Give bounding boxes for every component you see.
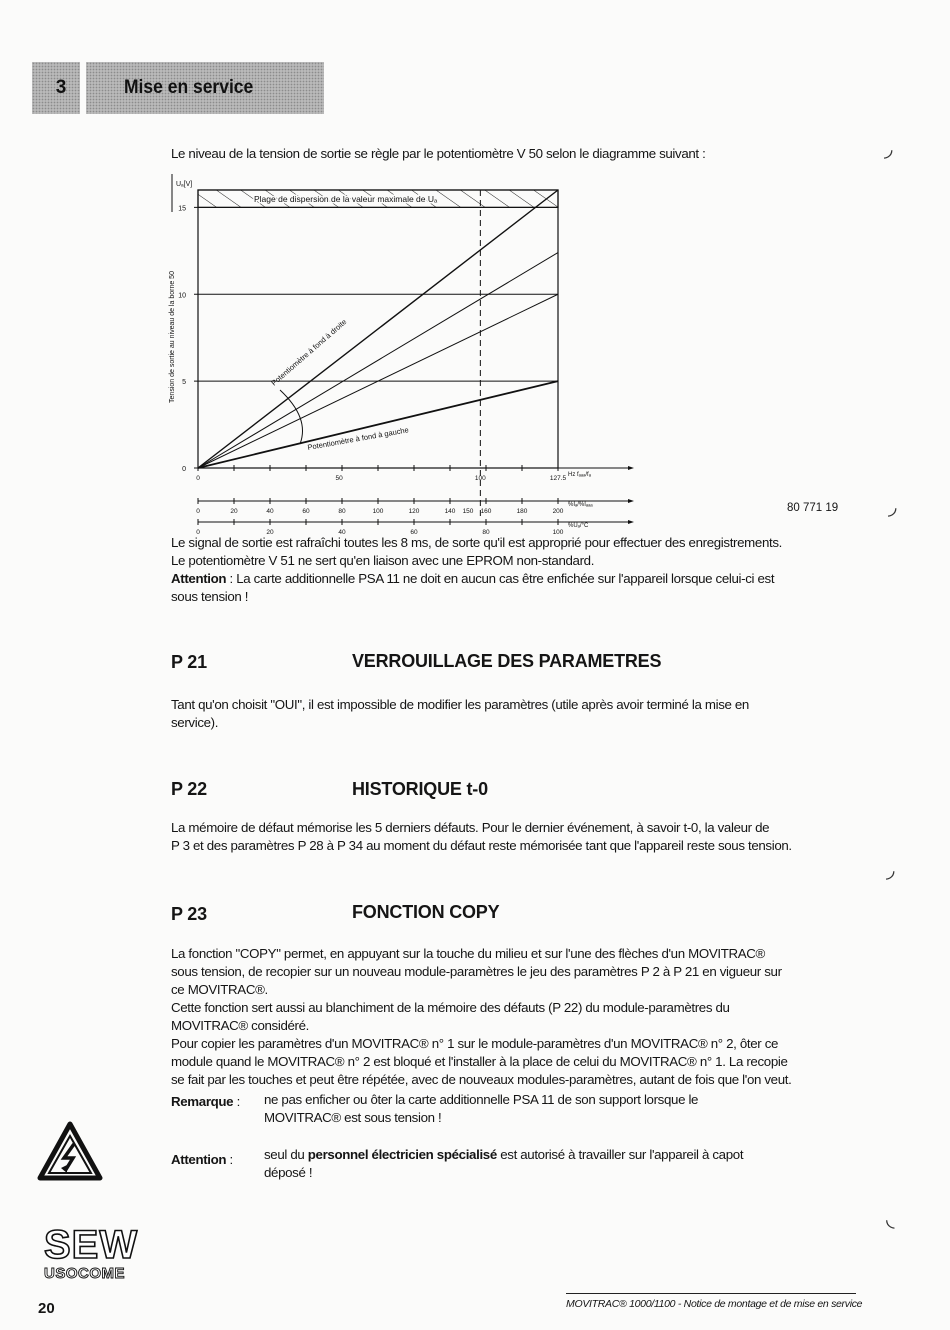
x-tick-label: 80: [338, 508, 346, 515]
footer-text: MOVITRAC® 1000/1100 - Notice de montage et de mise en service: [566, 1298, 863, 1310]
x-tick-label: 20: [266, 529, 274, 536]
series-label-left: Potentiomètre à fond à gauche: [306, 425, 410, 452]
section-p22-code: P 22: [171, 779, 207, 799]
section-p23-line: module quand le MOVITRAC® n° 2 est bloqué et l'installer à la place de celui du MOVITRAC® n° 1. La recopie: [171, 1054, 788, 1069]
x-tick-label: 140: [444, 508, 456, 515]
y-tick-label: 15: [178, 205, 186, 213]
x-tick-label: 127.5: [549, 475, 567, 482]
y-unit: Uₐ[V]: [176, 181, 193, 188]
section-p23-title: FONCTION COPY: [352, 902, 500, 922]
section-p23-line: Pour copier les paramètres d'un MOVITRAC® n° 1 sur le module-paramètres d'un MOVITRAC® n° 2, ôter ce: [171, 1036, 779, 1051]
x-tick-label: 100: [474, 475, 486, 482]
section-p23-line: La fonction "COPY" permet, en appuyant sur la touche du milieu et sur l'une des flèches d'un MOVITRAC®: [171, 946, 765, 961]
section-p22-line: La mémoire de défaut mémorise les 5 derniers défauts. Pour le dernier événement, à savoir t-0, la valeur de: [171, 820, 770, 835]
section-p23-line: sous tension, de recopier sur un nouveau module-paramètres le jeu des paramètres P 2 à P 21 en vigueur sur: [171, 964, 782, 979]
y-tick-label: 0: [182, 466, 186, 473]
x-tick-label: 150: [462, 508, 474, 515]
sew-usocome-logo: [40, 1218, 150, 1284]
refresh-text: Le signal de sortie est rafraîchi toutes les 8 ms, de sorte qu'il est approprié pour effectuer des enregistrements.: [171, 535, 782, 550]
section-p21-title: VERROUILLAGE DES PARAMETRES: [352, 651, 662, 671]
section-p23-line: se fait par les touches et peut être répétée, avec de nouveaux modules-paramètres, autant de fois que l'on veut.: [171, 1072, 792, 1087]
scan-speck: ◟: [886, 1206, 895, 1231]
remarque-line: MOVITRAC® est sous tension !: [264, 1110, 442, 1125]
x-tick-label: 120: [408, 508, 420, 515]
x-axis-arrow: [628, 466, 634, 470]
attention-text: : La carte additionnelle PSA 11 ne doit en aucun cas être enfichée sur l'appareil lorsque celui-ci est: [226, 571, 775, 586]
y-tick-label: 10: [178, 292, 186, 300]
footer-rule: [566, 1293, 856, 1294]
x-tick-label: 20: [230, 508, 238, 515]
attention2-line: seul du personnel électricien spécialisé est autorisé à travailler sur l'appareil à capot: [264, 1147, 744, 1162]
remarque-line: ne pas enficher ou ôter la carte additionnelle PSA 11 de son support lorsque le: [264, 1092, 699, 1107]
x-tick-label: 50: [335, 475, 343, 482]
section-p23-line: MOVITRAC® considéré.: [171, 1018, 310, 1033]
x-tick-label: 100: [552, 529, 564, 536]
attention-psa-line1: [171, 571, 774, 586]
band-label: Plage de dispersion de la valeur maximale de Uₐ: [254, 194, 438, 204]
x-axis-unit: Hz fₐₐₐ/fₐ: [568, 472, 591, 478]
x-axis-arrow: [628, 499, 634, 503]
x-tick-label: 60: [410, 529, 418, 536]
attention-psa-line2: sous tension !: [171, 589, 249, 604]
scan-speck: ◞: [886, 857, 895, 882]
section-p22-line: P 3 et des paramètres P 28 à P 34 au moment du défaut reste mémorisée tant que l'appareil reste sous tension.: [171, 838, 792, 853]
logo-sew-text: SEW: [44, 1223, 139, 1267]
page-number: 20: [38, 1300, 55, 1317]
x-tick-label: 0: [196, 475, 200, 482]
x-tick-label: 100: [372, 508, 384, 515]
x-tick-label: 40: [338, 529, 346, 536]
series-line-0: [198, 190, 558, 468]
series-line-3: [198, 381, 558, 468]
section-p21-line: service).: [171, 715, 219, 730]
output-voltage-diagram: [160, 168, 640, 536]
section-p21-code: P 21: [171, 652, 207, 672]
scan-speck: ◞: [888, 494, 897, 519]
x-axis-unit: %Iₐ/%Iₐₐₐ: [568, 502, 593, 508]
x-axis-arrow: [628, 520, 634, 524]
x-tick-label: 0: [196, 529, 200, 536]
x-tick-label: 200: [552, 508, 564, 515]
remarque-label: Remarque :: [171, 1094, 240, 1109]
x-tick-label: 80: [482, 529, 490, 536]
chapter-title: Mise en service: [124, 77, 254, 98]
electrical-hazard-icon: [36, 1120, 104, 1182]
chapter-number: 3: [55, 77, 67, 98]
x-tick-label: 180: [516, 508, 528, 515]
diagram-reference: 80 771 19: [787, 502, 839, 514]
attention2-label: Attention :: [171, 1152, 233, 1167]
x-tick-label: 40: [266, 508, 274, 515]
eprom-text: Le potentiomètre V 51 ne sert qu'en liaison avec une EPROM non-standard.: [171, 553, 595, 568]
series-label-right: Potentiomètre à fond à droite: [269, 317, 349, 388]
chapter-divider: [80, 62, 86, 114]
section-p23-code: P 23: [171, 904, 207, 924]
x-tick-label: 0: [196, 508, 200, 515]
attention2-line: déposé !: [264, 1165, 313, 1180]
section-p23-line: ce MOVITRAC®.: [171, 982, 268, 997]
intro-text: Le niveau de la tension de sortie se règle par le potentiomètre V 50 selon le diagramme suivant :: [171, 146, 706, 161]
x-tick-label: 60: [302, 508, 310, 515]
section-p23-line: Cette fonction sert aussi au blanchiment de la mémoire des défauts (P 22) du module-paramètres du: [171, 1000, 730, 1015]
x-tick-label: 160: [480, 508, 492, 515]
attention-label: Attention: [171, 571, 227, 586]
y-tick-label: 5: [182, 379, 186, 387]
logo-usocome-text: USOCOME: [44, 1265, 126, 1282]
section-p22-title: HISTORIQUE t-0: [352, 779, 488, 799]
y-axis-label: Tension de sortie au niveau de la borne 50: [169, 271, 176, 403]
section-p21-line: Tant qu'on choisit "OUI", il est impossible de modifier les paramètres (utile après avoir terminé la mise en: [171, 697, 749, 712]
scan-speck: ◞: [884, 136, 893, 161]
x-axis-unit: %Uₐ/°C: [568, 523, 589, 529]
